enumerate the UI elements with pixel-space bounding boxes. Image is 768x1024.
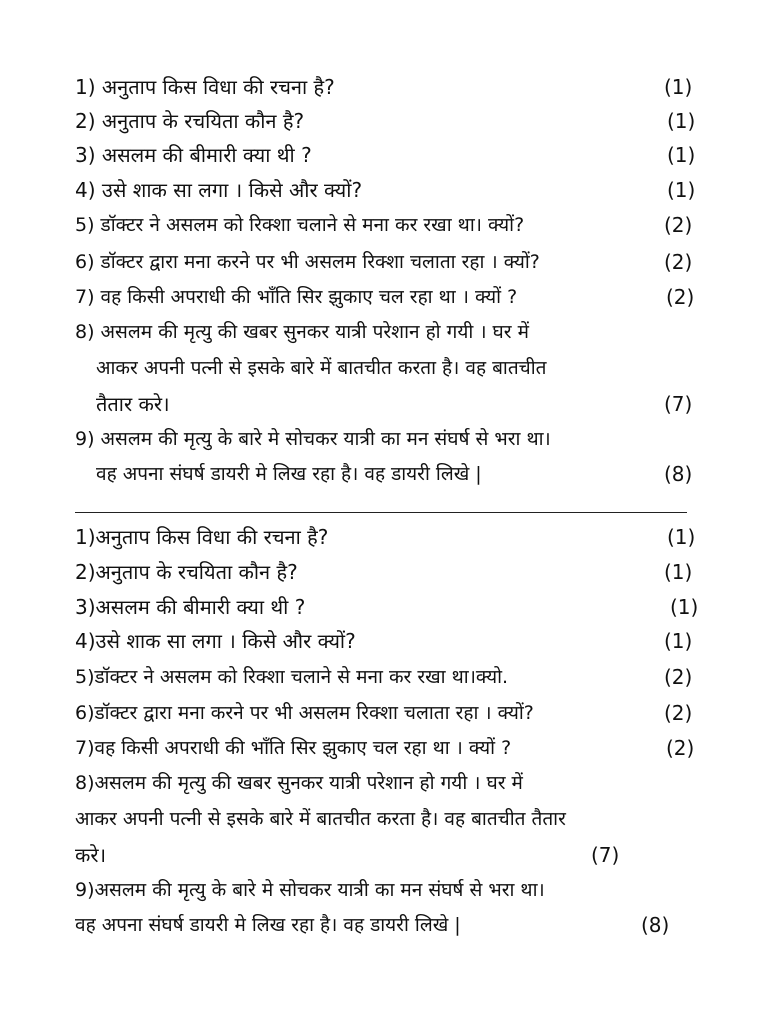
- question-marks: (1): [667, 143, 696, 167]
- question-text: 1) अनुताप किस विधा की रचना है?: [75, 75, 335, 99]
- question-text: 6)डॉक्टर द्वारा मना करने पर भी असलम रिक्शा चलाता रहा । क्यों?: [75, 702, 534, 724]
- question-line: [0, 173, 768, 207]
- question-line: [0, 731, 768, 765]
- question-text: 2)अनुताप के रचयिता कौन है?: [75, 560, 298, 584]
- question-line: [0, 208, 768, 242]
- question-line: [0, 457, 768, 491]
- question-marks: (1): [667, 525, 696, 549]
- question-line: [0, 351, 768, 385]
- question-marks: (1): [667, 178, 696, 202]
- question-line: [0, 315, 768, 349]
- question-text: करे।: [75, 843, 107, 867]
- question-marks: (2): [664, 701, 693, 725]
- question-text: 9)असलम की मृत्यु के बारे मे सोचकर यात्री का मन संघर्ष से भरा था।: [75, 879, 545, 901]
- question-text: 2) अनुताप के रचयिता कौन है?: [75, 109, 305, 133]
- question-line: [0, 280, 768, 314]
- question-line: [0, 245, 768, 279]
- question-line: [0, 624, 768, 658]
- question-text: आकर अपनी पत्नी से इसके बारे में बातचीत करता है। वह बातचीत तैतार: [75, 808, 566, 830]
- question-line: [0, 908, 768, 942]
- question-marks: (7): [664, 392, 693, 416]
- question-text: 4) उसे शाक सा लगा । किसे और क्यों?: [75, 178, 363, 202]
- question-marks: (2): [664, 250, 693, 274]
- question-marks: (8): [641, 913, 670, 937]
- question-text: 5)डॉक्टर ने असलम को रिक्शा चलाने से मना कर रखा था।क्यो.: [75, 666, 509, 688]
- question-marks: (1): [664, 75, 693, 99]
- question-marks: (2): [666, 736, 695, 760]
- question-text: 9) असलम की मृत्यु के बारे मे सोचकर यात्री का मन संघर्ष से भरा था।: [75, 428, 551, 450]
- question-line: [0, 873, 768, 907]
- question-text: 4)उसे शाक सा लगा । किसे और क्यों?: [75, 629, 356, 653]
- question-line: [0, 387, 768, 421]
- question-text: 7) वह किसी अपराधी की भाँति सिर झुकाए चल रहा था । क्यों ?: [75, 286, 518, 308]
- section-divider: [75, 512, 687, 513]
- question-text: 8)असलम की मृत्यु की खबर सुनकर यात्री परेशान हो गयी । घर में: [75, 772, 523, 794]
- question-line: [0, 555, 768, 589]
- question-text: वह अपना संघर्ष डायरी मे लिख रहा है। वह डायरी लिखे |: [75, 914, 461, 936]
- question-marks: (1): [664, 629, 693, 653]
- question-line: [0, 838, 768, 872]
- question-marks: (1): [664, 560, 693, 584]
- question-marks: (8): [664, 462, 693, 486]
- question-text: आकर अपनी पत्नी से इसके बारे में बातचीत करता है। वह बातचीत: [96, 357, 547, 379]
- question-text: 3)असलम की बीमारी क्या थी ?: [75, 595, 306, 619]
- question-text: 7)वह किसी अपराधी की भाँति सिर झुकाए चल रहा था । क्यों ?: [75, 737, 512, 759]
- question-line: [0, 696, 768, 730]
- question-line: [0, 138, 768, 172]
- question-line: [0, 660, 768, 694]
- question-line: [0, 802, 768, 836]
- question-line: [0, 70, 768, 104]
- question-text: वह अपना संघर्ष डायरी मे लिख रहा है। वह डायरी लिखे |: [96, 463, 482, 485]
- question-text: 8) असलम की मृत्यु की खबर सुनकर यात्री परेशान हो गयी । घर में: [75, 321, 529, 343]
- question-marks: (7): [591, 843, 620, 867]
- question-text: 3) असलम की बीमारी क्या थी ?: [75, 143, 312, 167]
- question-line: [0, 520, 768, 554]
- question-marks: (2): [664, 213, 693, 237]
- question-text: तैतार करे।: [96, 392, 170, 416]
- question-marks: (2): [664, 665, 693, 689]
- question-text: 1)अनुताप किस विधा की रचना है?: [75, 525, 329, 549]
- question-marks: (1): [670, 595, 699, 619]
- question-line: [0, 766, 768, 800]
- question-line: [0, 422, 768, 456]
- question-line: [0, 590, 768, 624]
- question-marks: (1): [667, 109, 696, 133]
- question-marks: (2): [666, 285, 695, 309]
- question-text: 5) डॉक्टर ने असलम को रिक्शा चलाने से मना कर रखा था। क्यों?: [75, 214, 525, 236]
- question-text: 6) डॉक्टर द्वारा मना करने पर भी असलम रिक्शा चलाता रहा । क्यों?: [75, 251, 540, 273]
- question-line: [0, 104, 768, 138]
